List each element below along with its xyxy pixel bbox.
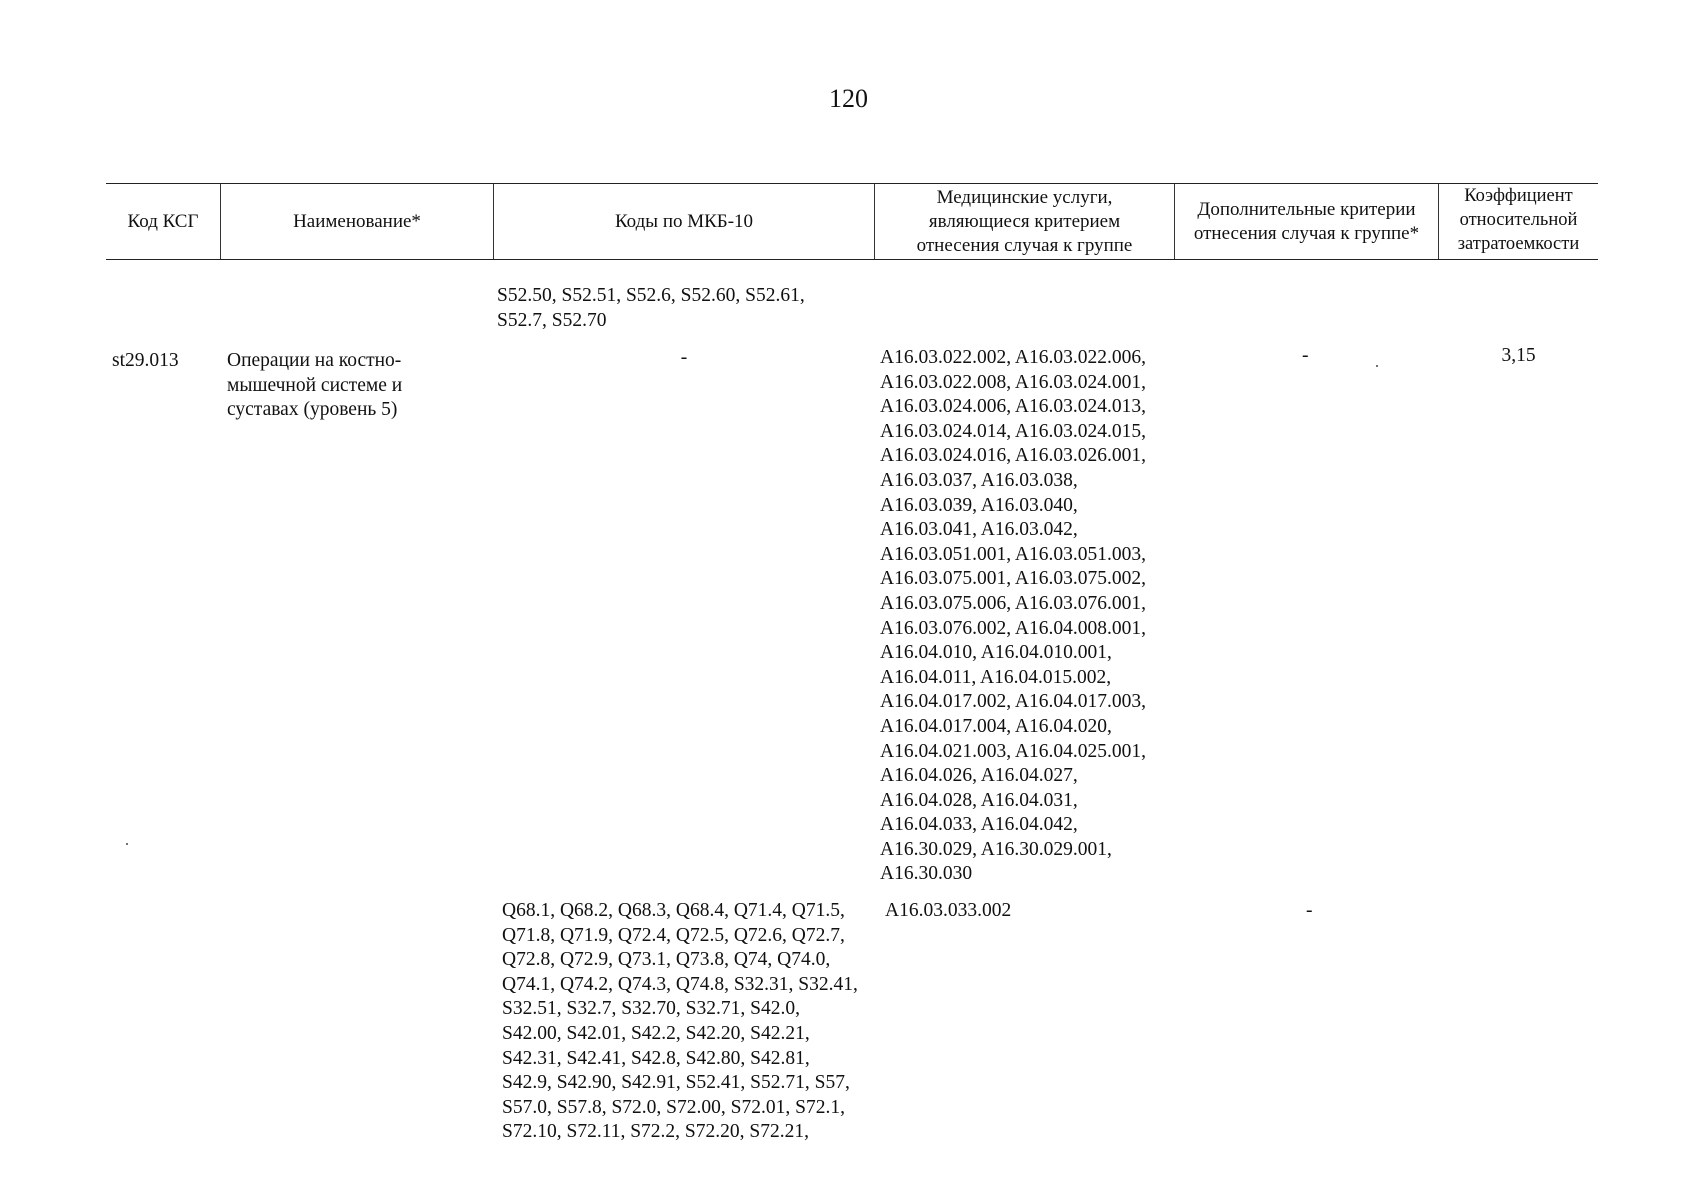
scan-speck — [1376, 365, 1378, 367]
table-row-criteria: - — [1306, 900, 1313, 921]
page-number: 120 — [829, 84, 868, 113]
table-row-services: A16.03.022.002, A16.03.022.006, A16.03.022.008, A16.03.024.001, A16.03.024.006, A16.03.024.013, A16.03.024.014, A16.03.024.015, A16.03.024.016, A16.03.026.001, A16.03.037, A16.03.038, A16.03.039, A16.03.040, A16.03.041, A16.03.042, A16.03.051.001, A16.03.051.003, A16.03.075.001, A16.03.075.002, A16.03.075.006, A16.03.076.001, A16.03.076.002, A16.04.008.001, A16.04.010, A16.04.010.001, A16.04.011, A16.04.015.002, A16.04.017.002, A16.04.017.003, A16.04.017.004, A16.04.020, A16.04.021.003, A16.04.025.001, A16.04.026, A16.04.027, A16.04.028, A16.04.031, A16.04.033, A16.04.042, A16.30.029, A16.30.029.001, A16.30.030 — [880, 347, 1146, 885]
header-name: Наименование* — [293, 210, 421, 232]
header-code: Код КСГ — [127, 210, 199, 232]
table-row-criteria: - — [1302, 345, 1309, 366]
table-row-icd: - — [680, 347, 688, 368]
header-coef: Коэффициент относительной затратоемкости — [1457, 186, 1580, 254]
table-row-icd: Q68.1, Q68.2, Q68.3, Q68.4, Q71.4, Q71.5, Q71.8, Q71.9, Q72.4, Q72.5, Q72.6, Q72.7, Q72.8, Q72.9, Q73.1, Q73.8, Q74, Q74.0, Q74.1, Q74.2, Q74.3, Q74.8, S32.31, S32.41, S32.51, S32.7, S32.70, S32.71, S42.0, S42.00, S42.01, S42.2, S42.20, S42.21, S42.31, S42.41, S42.8, S42.80, S42.81, S42.9, S42.90, S42.91, S52.41, S52.71, S57, S57.0, S57.8, S72.0, S72.00, S72.01, S72.1, S72.10, S72.11, S72.2, S72.20, S72.21, — [502, 900, 858, 1143]
header-criteria: Дополнительные критерии отнесения случая к группе* — [1193, 198, 1420, 244]
table-row-code: st29.013 — [112, 350, 179, 371]
header-icd: Коды по МКБ-10 — [614, 210, 754, 232]
table-header-bottom-rule — [106, 259, 1598, 260]
table-row-services: A16.03.033.002 — [885, 900, 1012, 921]
scan-speck — [126, 843, 128, 845]
header-services: Медицинские услуги, являющиеся критерием отнесения случая к группе — [916, 186, 1133, 256]
table-row-name: Операции на костно- мышечной системе и суставах (уровень 5) — [227, 350, 403, 421]
table-row-coef: 3,15 — [1501, 345, 1536, 366]
table-row-icd: S52.50, S52.51, S52.6, S52.60, S52.61, S52.7, S52.70 — [497, 285, 805, 331]
